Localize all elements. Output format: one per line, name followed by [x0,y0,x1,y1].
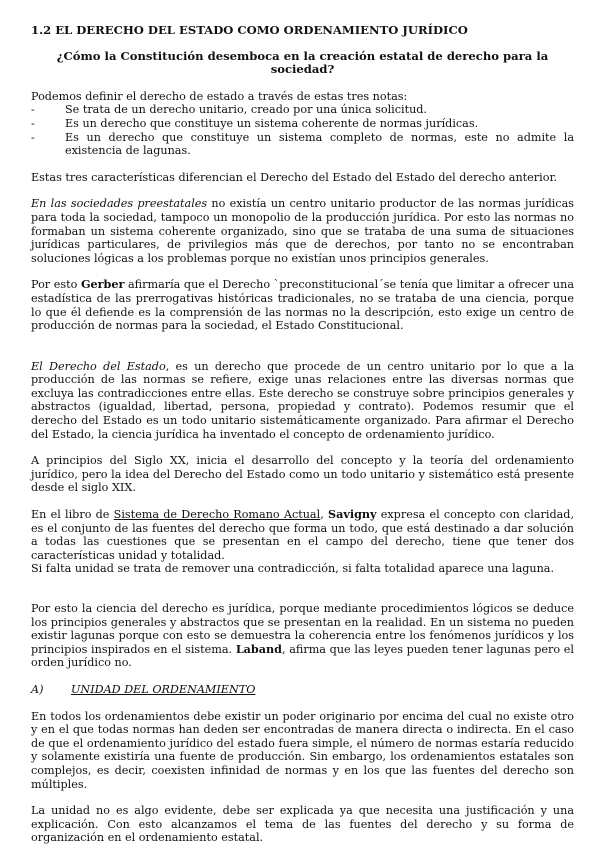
paragraph-text: expresa el concepto con claridad, es el conjunto de las fuentes del derecho que forma un todo, que está destinado a dar solución a todas las cuestiones que se presentan en el campo del derecho, tiene que tener dos características unidad y totalidad. [31,508,575,562]
book-title: Sistema de Derecho Romano Actual [113,508,321,522]
paragraph-text: no existía un centro unitario productor de las normas jurídicas para toda la sociedad, tampoco un monopolio de la producción jurídica. Por esto las normas no formaban un sistema coherente organizado, sino que se trataba de una suma de situaciones jurídicas particulares, de privilegios más que de derechos, por tanto no se encontraban soluciones lógicas a los problemas porque no existían unos principios generales. [31,197,574,265]
paragraph-ciencia [31,602,574,670]
paragraph-savigny [31,508,574,562]
note-text: Se trata de un derecho unitario, creado por una única solicitud. [65,103,427,117]
paragraph-preestatales [31,197,574,265]
paragraph-text: En el libro de [31,508,114,522]
paragraph-text: afirmaría que el Derecho `preconstitucional´se tenía que limitar a ofrecer una estadística de las prerrogativas históricas tradicionales, no se trataba de una ciencia, porque lo que él defiende es la comprensión de las normas no la descripción, esto exige un centro de producción de normas para la sociedad, el Estado Constitucional. [31,278,574,333]
paragraph-falta: Si falta unidad se trata de remover una contradicción, si falta totalidad aparece una laguna. [31,562,555,576]
notes-intro: Podemos definir el derecho de estado a través de estas tres notas: [31,89,408,103]
paragraph-gerber [31,278,574,332]
paragraph-text: Por esto [31,278,81,292]
notes-list [31,103,574,157]
author-name: Savigny [327,507,377,522]
section-title: 1.2 EL DERECHO DEL ESTADO COMO ORDENAMIENTO JURÍDICO [31,23,468,37]
paragraph-text: Por esto la ciencia del derecho es jurídica, porque mediante procedimientos lógicos se deduce los principios generales y abstractos que se presentan en la realidad. En un sistema no pueden existir lagunas porque con esto se demuestra la coherencia entre los fenómenos jurídicos y los principios inspirados en el sistema. [31,602,574,656]
list-dash: - [31,103,35,117]
paragraph-siglo: A principios del Siglo XX, inicia el desarrollo del concepto y la teoría del ordenamiento jurídico, pero la idea del Derecho del Estado como un todo unitario y sistemático está presente desde el siglo XIX. [31,454,574,495]
paragraph-derecho-estado [31,360,574,442]
note-text: Es un derecho que constituye un sistema completo de normas, este no admite la existencia de lagunas. [65,130,574,158]
paragraph-text: , [320,508,328,522]
italic-lead: En las sociedades preestatales [31,197,208,211]
subsection-letter: A) [31,682,44,696]
list-dash: - [31,130,35,144]
note-text: Es un derecho que constituye un sistema coherente de normas jurídicas. [65,116,479,130]
paragraph-unidad: La unidad no es algo evidente, debe ser explicada ya que necesita una justificación y una explicación. Con esto alcanzamos el tema de las fuentes del derecho y su forma de organización en el ordenamiento estatal. [31,804,574,845]
section-question: ¿Cómo la Constitución desemboca en la creación estatal de derecho para la sociedad? [56,48,549,77]
note-item [31,117,574,131]
paragraph-text: , afirma que las leyes pueden tener lagunas pero el orden jurídico no. [31,642,574,670]
note-item [31,131,574,158]
paragraph-text: , es un derecho que procede de un centro unitario por lo que a la producción de las normas se refiere, exige unas relaciones entre las diversas normas que excluya las contradicciones entre ellas. Este derecho se construye sobre principios generales y abstractos (igualdad, libertad, persona, propiedad y contrato). Podemos resumir que el derecho del Estado es un todo unitario sistemáticamente organizado. Para afirmar el Derecho del Estado, la ciencia jurídica ha inventado el concepto de ordenamiento jurídico. [31,359,574,441]
italic-lead: El Derecho del Estado [31,359,166,373]
paragraph-differ: Estas tres características diferencian el Derecho del Estado del Estado del derecho anterior. [31,170,558,184]
author-name: Laband [235,641,282,656]
note-item [31,103,574,117]
subsection-heading [31,683,574,697]
paragraph-ordenamientos: En todos los ordenamientos debe existir un poder originario por encima del cual no existe otro y en el que todas normas han deden ser encontradas de manera directa o indirecta. En el caso de que el ordenamiento jurídico del estado fuera simple, el número de normas estaría reducido y solamente existiría una fuente de producción. Sin embargo, los ordenamientos estatales son complejos, es decir, coexisten infinidad de normas y en los que las fuentes del derecho son múltiples. [31,709,574,791]
subsection-label: UNIDAD DEL ORDENAMIENTO [71,682,256,696]
author-name: Gerber [80,277,125,292]
list-dash: - [31,116,35,130]
